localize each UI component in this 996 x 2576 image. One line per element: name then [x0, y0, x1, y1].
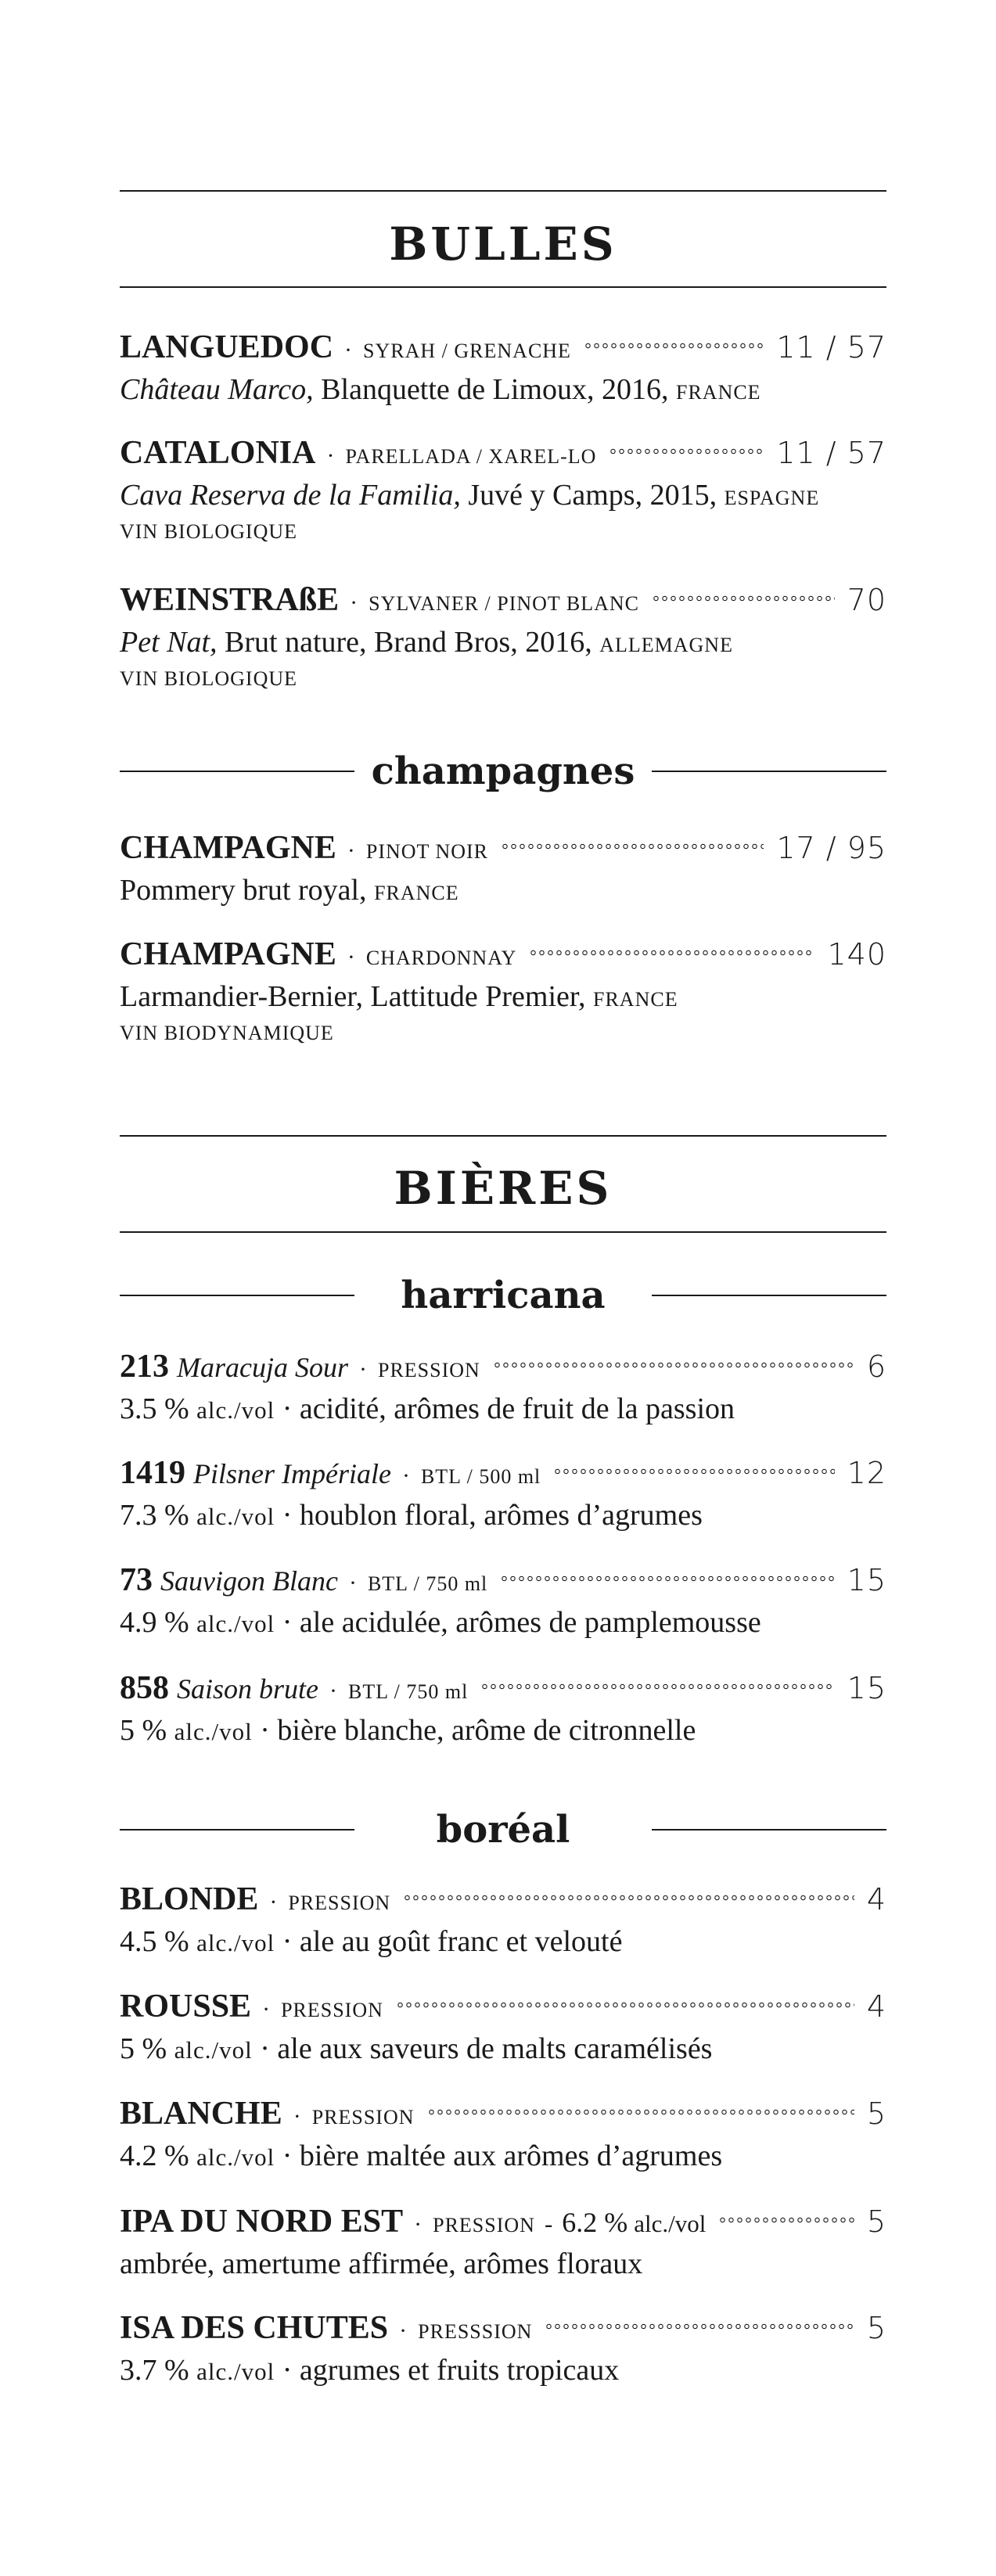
- wine-description: Blanquette de Limoux, 2016,: [313, 373, 676, 406]
- abv-unit: alc./vol: [196, 2143, 275, 2171]
- beer-abv: 4.5 %: [120, 1925, 189, 1958]
- beer-format: PRESSSION: [418, 2320, 533, 2343]
- divider-line: [120, 771, 354, 772]
- section-title-bulles: BULLES: [389, 217, 617, 271]
- beer-format: PRESSION: [281, 1999, 383, 2021]
- divider-rule: [120, 286, 886, 288]
- beer-description: ale aux saveurs de malts caramélisés: [277, 2032, 713, 2065]
- beer-name: Saison brute: [177, 1673, 319, 1705]
- dotted-leader: [501, 842, 764, 850]
- price: 15: [847, 1563, 886, 1597]
- wine-item: [120, 329, 886, 407]
- abv-unit: alc./vol: [634, 2210, 707, 2237]
- price: 15: [847, 1671, 886, 1705]
- price: 17 / 95: [776, 831, 886, 865]
- wine-country: FRANCE: [374, 882, 459, 904]
- dotted-leader: [403, 1894, 854, 1902]
- hyphen-separator: -: [544, 2210, 553, 2237]
- beer-format: BTL / 750 ml: [367, 1572, 488, 1595]
- beer-item: [120, 1561, 886, 1640]
- abv-unit: alc./vol: [174, 1718, 253, 1745]
- beer-description: ale au goût franc et velouté: [299, 1925, 623, 1958]
- separator-dot: ·: [401, 1463, 410, 1489]
- wine-description: Pommery brut royal,: [120, 874, 375, 907]
- separator-dot: ·: [293, 2104, 301, 2129]
- separator-dot: ·: [329, 1678, 338, 1704]
- beer-description: agrumes et fruits tropicaux: [299, 2354, 620, 2387]
- wine-country: ALLEMAGNE: [599, 634, 733, 656]
- grape-varieties: CHARDONNAY: [365, 947, 517, 969]
- wine-note: VIN BIODYNAMIQUE: [120, 1022, 334, 1044]
- beer-item: [120, 1988, 886, 2066]
- separator-dot: ·: [359, 1356, 367, 1382]
- wine-region: CHAMPAGNE: [120, 936, 336, 972]
- beer-description: bière maltée aux arômes d’agrumes: [299, 2139, 723, 2172]
- beer-abv: 5 %: [120, 2032, 167, 2065]
- beer-name: Maracuja Sour: [177, 1352, 348, 1383]
- dotted-leader: [652, 595, 835, 602]
- beer-number: 1419: [120, 1455, 185, 1491]
- beer-name: BLONDE: [120, 1881, 259, 1917]
- separator-dot: ·: [326, 443, 335, 469]
- separator-dot: ·: [282, 1606, 300, 1639]
- beer-number: 858: [120, 1670, 169, 1706]
- abv-unit: alc./vol: [196, 1503, 275, 1530]
- grape-varieties: SYLVANER / PINOT BLANC: [369, 592, 639, 615]
- price: 5: [866, 2311, 886, 2345]
- dotted-leader: [609, 447, 764, 455]
- grape-varieties: PINOT NOIR: [365, 840, 488, 863]
- dotted-leader: [493, 1361, 854, 1369]
- separator-dot: ·: [260, 1714, 278, 1747]
- price: 70: [847, 583, 886, 617]
- beer-abv: 3.7 %: [120, 2354, 189, 2387]
- beer-abv: 4.9 %: [120, 1606, 189, 1639]
- price: 140: [827, 937, 886, 972]
- price: 5: [866, 2204, 886, 2239]
- abv-unit: alc./vol: [174, 2036, 253, 2064]
- beer-description: ale acidulée, arômes de pamplemousse: [299, 1606, 761, 1639]
- divider-rule: [120, 1135, 886, 1137]
- dotted-leader: [584, 342, 764, 350]
- beer-description: ambrée, amertume affirmée, arômes floraux: [120, 2247, 643, 2280]
- wine-item: [120, 936, 886, 1045]
- beer-item: [120, 2095, 886, 2173]
- beer-item: [120, 1881, 886, 1959]
- dotted-leader: [396, 2001, 854, 2009]
- separator-dot: ·: [399, 2318, 408, 2344]
- separator-dot: ·: [282, 1499, 300, 1532]
- beer-format: PRESSION: [288, 1892, 391, 1914]
- beer-name: Sauvigon Blanc: [160, 1565, 338, 1597]
- price: 6: [866, 1349, 886, 1384]
- separator-dot: ·: [348, 1570, 357, 1596]
- wine-country: FRANCE: [675, 381, 761, 404]
- subsection-header: [120, 1274, 886, 1317]
- subsection-title-harricana: harricana: [401, 1274, 606, 1317]
- abv-unit: alc./vol: [196, 1610, 275, 1637]
- beer-item: [120, 2203, 886, 2281]
- separator-dot: ·: [260, 2032, 278, 2065]
- separator-dot: ·: [344, 337, 353, 363]
- beer-number: 73: [120, 1562, 153, 1598]
- beer-abv: 6.2 %: [562, 2207, 628, 2238]
- beer-abv: 5 %: [120, 1714, 167, 1747]
- dotted-leader: [529, 949, 814, 957]
- divider-line: [652, 1295, 886, 1296]
- beer-name: Pilsner Impériale: [193, 1458, 391, 1489]
- wine-description: Larmandier-Bernier, Lattitude Premier,: [120, 980, 593, 1013]
- dotted-leader: [718, 2216, 854, 2224]
- separator-dot: ·: [282, 2354, 300, 2387]
- separator-dot: ·: [282, 2139, 300, 2172]
- wine-note: VIN BIOLOGIQUE: [120, 520, 298, 543]
- wine-item: [120, 581, 886, 691]
- beer-name: IPA DU NORD EST: [120, 2204, 404, 2240]
- dotted-leader: [500, 1575, 834, 1583]
- wine-region: CATALONIA: [120, 435, 316, 471]
- wine-region: LANGUEDOC: [120, 329, 334, 365]
- subsection-header: [120, 1808, 886, 1852]
- price: 4: [866, 1989, 886, 2024]
- wine-country: ESPAGNE: [724, 487, 820, 509]
- separator-dot: ·: [414, 2211, 422, 2237]
- wine-country: FRANCE: [593, 988, 678, 1011]
- abv-unit: alc./vol: [196, 2358, 275, 2385]
- beer-abv: 4.2 %: [120, 2139, 189, 2172]
- beer-name: BLANCHE: [120, 2096, 282, 2132]
- beer-description: houblon floral, arômes d’agrumes: [299, 1499, 703, 1532]
- wine-producer: Pet Nat,: [120, 626, 218, 659]
- separator-dot: ·: [282, 1392, 300, 1425]
- beer-name: ROUSSE: [120, 1989, 252, 2025]
- price: 5: [866, 2096, 886, 2131]
- beer-item: [120, 1669, 886, 1748]
- beer-format: BTL / 750 ml: [348, 1680, 469, 1703]
- beer-abv: 3.5 %: [120, 1392, 189, 1425]
- separator-dot: ·: [347, 944, 355, 970]
- wine-item: [120, 434, 886, 544]
- wine-description: Brut nature, Brand Bros, 2016,: [217, 626, 600, 659]
- wine-producer: Cava Reserva de la Familia,: [120, 479, 461, 512]
- wine-note: VIN BIOLOGIQUE: [120, 667, 298, 690]
- separator-dot: ·: [269, 1889, 278, 1915]
- separator-dot: ·: [350, 590, 358, 616]
- divider-rule: [120, 190, 886, 192]
- divider-rule: [120, 1231, 886, 1233]
- beer-format: PRESSION: [311, 2106, 415, 2129]
- beer-format: PRESSION: [378, 1359, 480, 1381]
- wine-item: [120, 829, 886, 907]
- divider-line: [120, 1295, 354, 1296]
- beer-name: ISA DES CHUTES: [120, 2310, 389, 2346]
- dotted-leader: [480, 1683, 834, 1690]
- wine-region: WEINSTRAßE: [120, 582, 340, 618]
- beer-abv: 7.3 %: [120, 1499, 189, 1532]
- price: 4: [866, 1882, 886, 1917]
- divider-line: [652, 1829, 886, 1831]
- wine-producer: Château Marco,: [120, 373, 314, 406]
- grape-varieties: PARELLADA / XAREL-LO: [345, 445, 597, 468]
- separator-dot: ·: [282, 1925, 300, 1958]
- wine-region: CHAMPAGNE: [120, 830, 336, 866]
- divider-line: [120, 1829, 354, 1831]
- beer-description: bière blanche, arôme de citronnelle: [277, 1714, 696, 1747]
- separator-dot: ·: [347, 838, 355, 864]
- dotted-leader: [545, 2323, 854, 2330]
- subsection-header: [120, 749, 886, 793]
- price: 12: [847, 1456, 886, 1490]
- grape-varieties: SYRAH / GRENACHE: [363, 340, 571, 362]
- beer-number: 213: [120, 1349, 169, 1385]
- separator-dot: ·: [262, 1996, 271, 2022]
- beer-format: PRESSION: [433, 2214, 535, 2236]
- beer-format: BTL / 500 ml: [420, 1465, 541, 1488]
- subsection-title-champagnes: champagnes: [371, 749, 635, 793]
- beer-item: [120, 1454, 886, 1532]
- dotted-leader: [427, 2108, 854, 2116]
- abv-unit: alc./vol: [196, 1929, 275, 1956]
- abv-unit: alc./vol: [196, 1396, 275, 1424]
- section-title-bieres: BIÈRES: [394, 1162, 613, 1215]
- divider-line: [652, 771, 886, 772]
- subsection-title-boreal: boréal: [436, 1808, 570, 1852]
- wine-description: Juvé y Camps, 2015,: [460, 479, 725, 512]
- price: 11 / 57: [776, 436, 886, 470]
- price: 11 / 57: [776, 330, 886, 365]
- beer-item: [120, 1348, 886, 1426]
- beer-item: [120, 2309, 886, 2387]
- beer-description: acidité, arômes de fruit de la passion: [299, 1392, 735, 1425]
- dotted-leader: [553, 1468, 834, 1475]
